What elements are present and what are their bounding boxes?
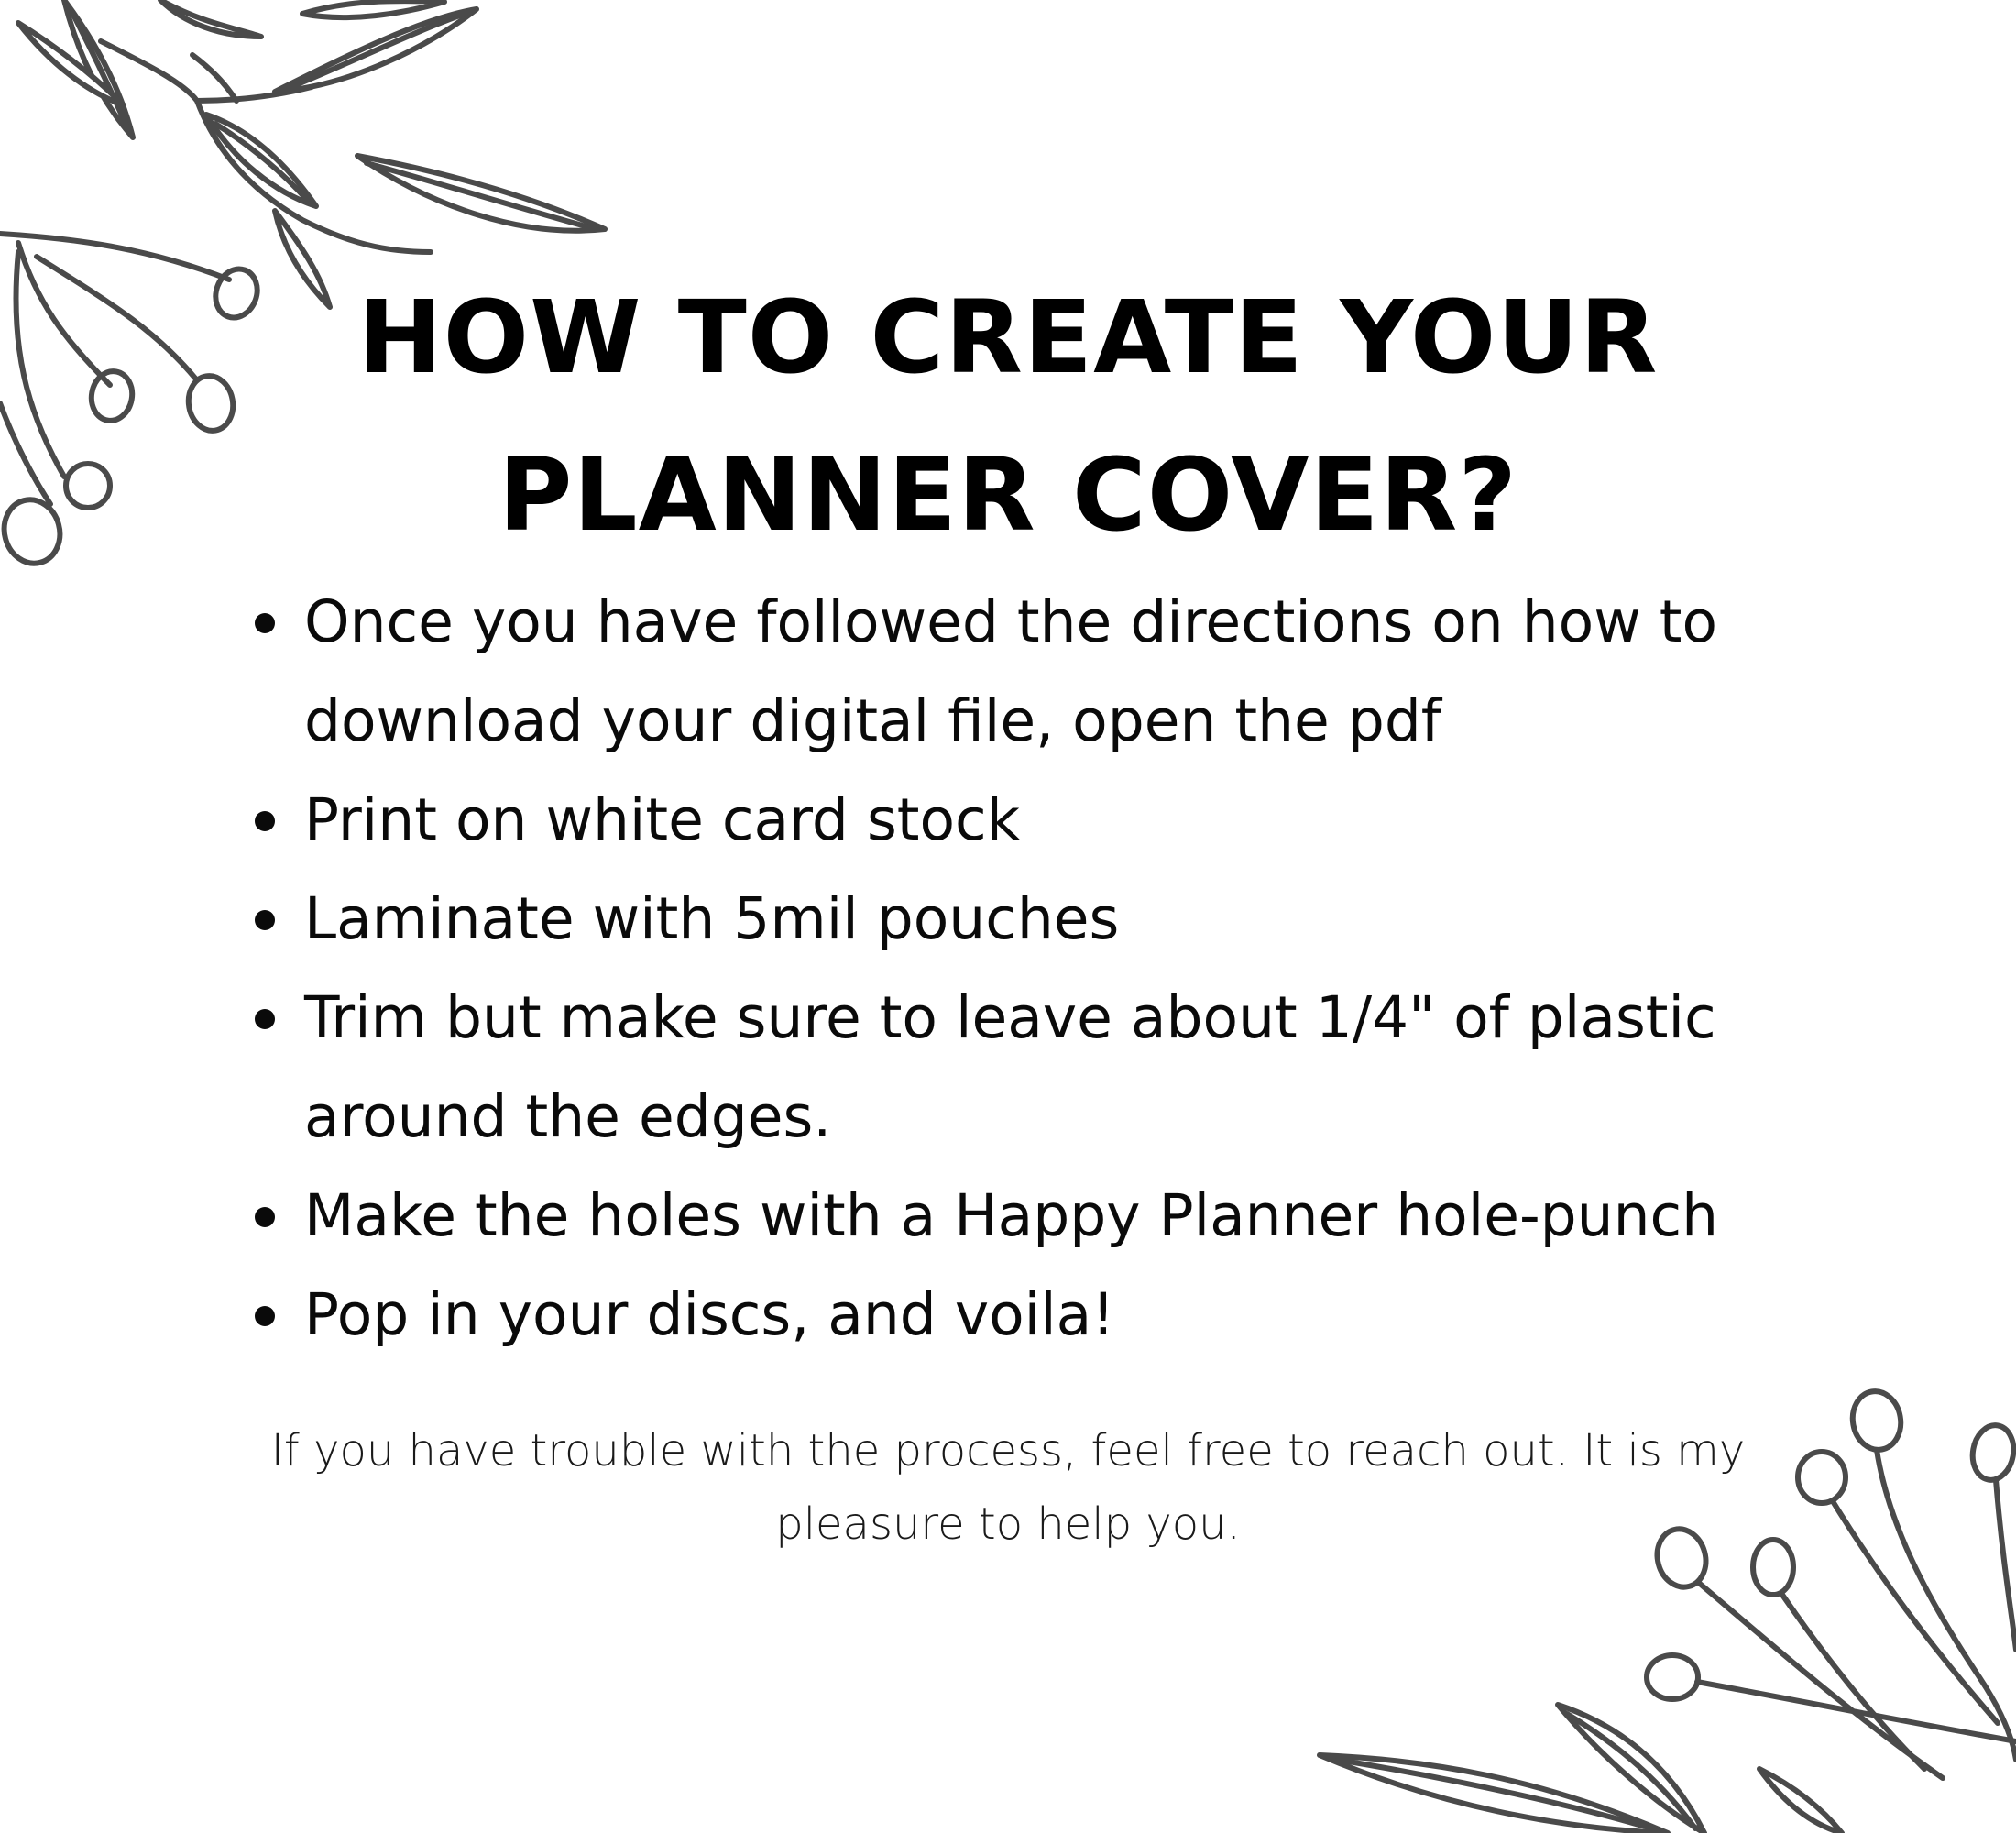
bullet-icon [255,1009,275,1029]
list-item-text: Laminate with 5mil pouches [304,885,1120,952]
help-note: If you have trouble with the process, feel free to reach out. It is my pleasure to help you. [270,1425,1746,1550]
list-item-text: Once you have followed the directions on how to download your digital file, open the pdf [304,588,1718,754]
bullet-icon [255,613,275,633]
list-item [247,1266,1851,1365]
bullet-icon [255,910,275,930]
list-item-text: Pop in your discs, and voila! [304,1281,1115,1348]
list-item-text: Trim but make sure to leave about 1/4" of plastic around the edges. [304,984,1716,1150]
list-item-text: Print on white card stock [304,786,1021,853]
bullet-icon [255,1306,275,1326]
list-item-text: Make the holes with a Happy Planner hole-punch [304,1182,1719,1249]
list-item [247,969,1851,1167]
title-line-1: HOW TO CREATE YOUR [357,279,1659,396]
instruction-list [247,573,1851,1365]
list-item [247,1167,1851,1266]
list-item [247,573,1851,771]
page-title [183,258,1833,574]
list-item [247,870,1851,969]
bullet-icon [255,811,275,831]
list-item [247,771,1851,870]
title-line-2: PLANNER COVER? [498,436,1518,554]
bullet-icon [255,1207,275,1227]
